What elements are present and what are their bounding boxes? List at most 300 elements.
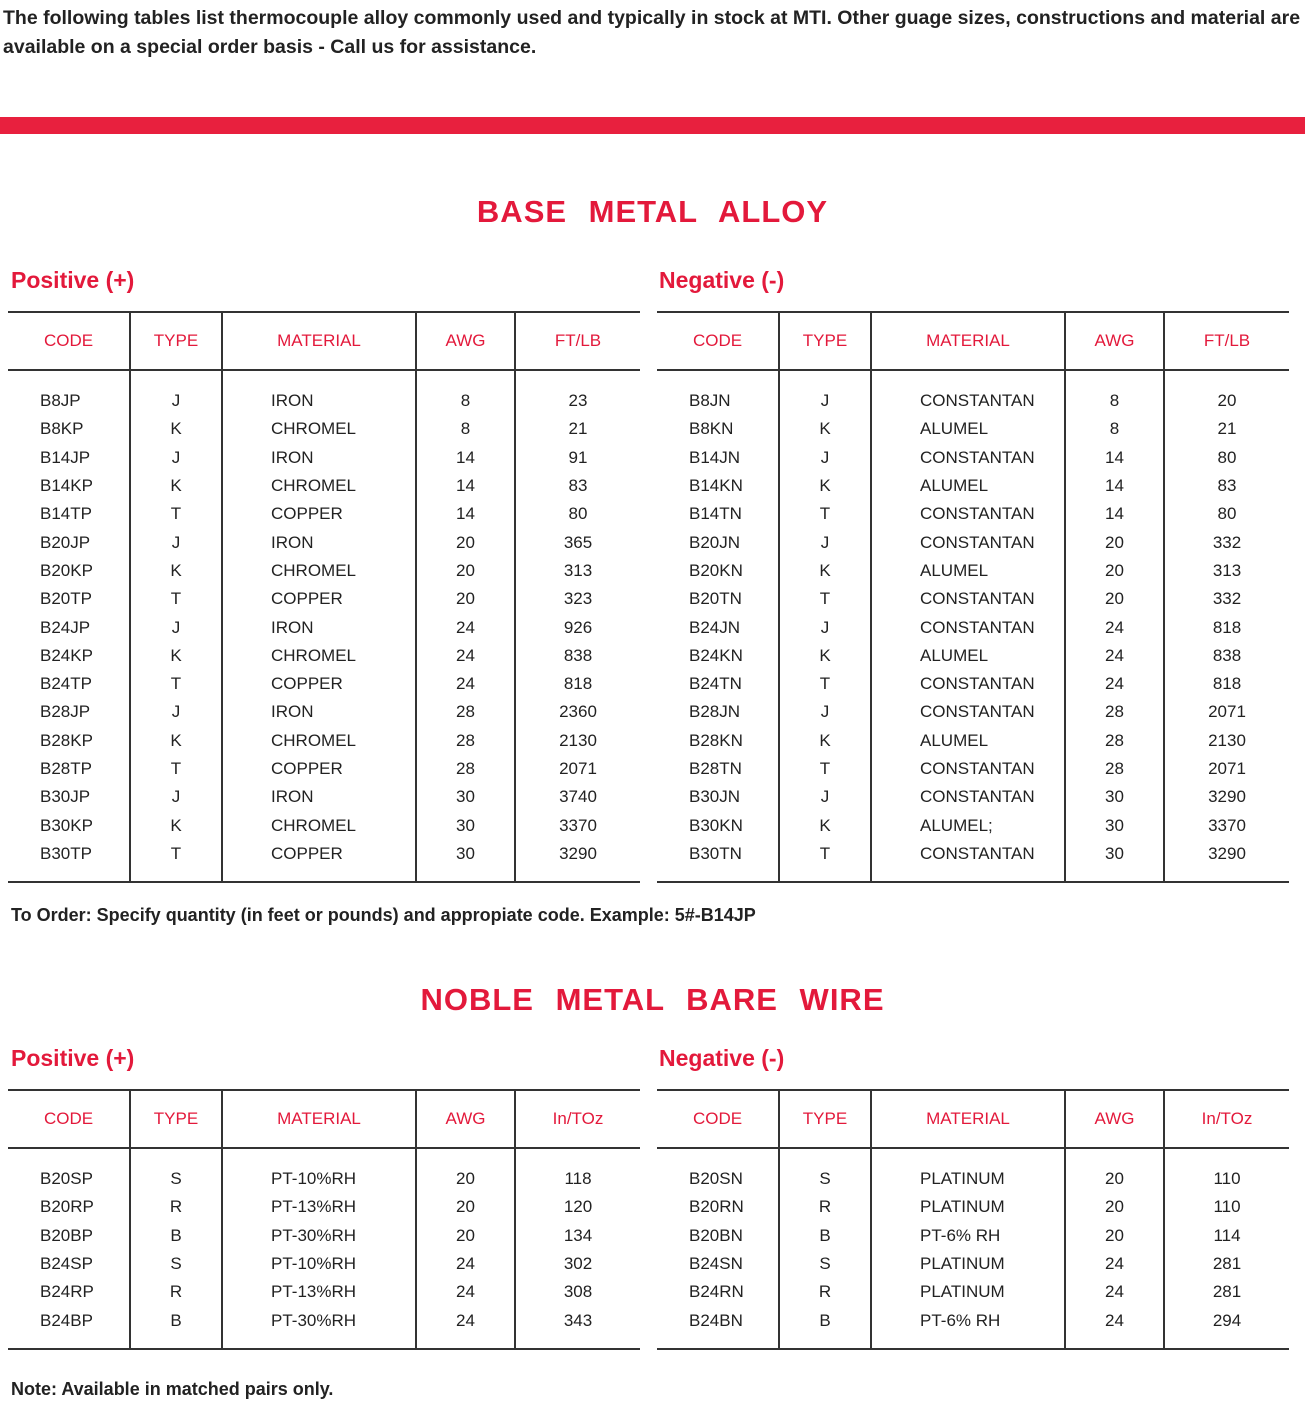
- cell-qty: 343: [515, 1306, 640, 1334]
- cell-code: B20TN: [689, 589, 742, 609]
- cell-awg: 20: [1065, 1222, 1164, 1250]
- cell-code: B30TP: [40, 843, 92, 863]
- table-spacer-row: [8, 370, 640, 387]
- cell-material: IRON: [222, 528, 416, 556]
- cell-qty: 332: [1164, 528, 1289, 556]
- cell-type: T: [130, 755, 222, 783]
- cell-awg: 28: [1065, 727, 1164, 755]
- cell-code: B24KN: [689, 645, 743, 665]
- table-row: [657, 670, 1289, 698]
- cell-code: B20BN: [689, 1225, 743, 1245]
- table-row: [657, 1278, 1289, 1306]
- column-header-code: CODE: [8, 312, 130, 370]
- cell-awg: 8: [1065, 387, 1164, 415]
- spacer-cell: [1164, 370, 1289, 387]
- cell-type: S: [130, 1250, 222, 1278]
- cell-material: PT-30%RH: [222, 1222, 416, 1250]
- cell-code: B14JP: [40, 447, 91, 467]
- cell-awg: 20: [1065, 528, 1164, 556]
- spacer-cell: [416, 1148, 515, 1165]
- cell-material: IRON: [222, 444, 416, 472]
- cell-material: PT-10%RH: [222, 1165, 416, 1193]
- cell-awg: 14: [1065, 472, 1164, 500]
- spacer-cell: [130, 1335, 222, 1349]
- cell-type: T: [130, 585, 222, 613]
- table-row: [8, 1222, 640, 1250]
- cell-code: B24RP: [40, 1282, 94, 1302]
- cell-material: PT-6% RH: [871, 1222, 1065, 1250]
- cell-qty: 818: [515, 670, 640, 698]
- cell-material: PLATINUM: [871, 1278, 1065, 1306]
- spacer-cell: [8, 370, 130, 387]
- cell-type: J: [779, 387, 871, 415]
- cell-awg: 24: [416, 1306, 515, 1334]
- cell-type: K: [779, 557, 871, 585]
- cell-awg: 8: [1065, 415, 1164, 443]
- spacer-cell: [8, 868, 130, 882]
- spacer-cell: [515, 868, 640, 882]
- column-header-type: TYPE: [779, 1090, 871, 1148]
- cell-awg: 28: [1065, 755, 1164, 783]
- cell-material: CHROMEL: [222, 557, 416, 585]
- spacer-cell: [871, 1148, 1065, 1165]
- cell-code: B30JP: [40, 787, 91, 807]
- column-header-code: CODE: [8, 1090, 130, 1148]
- cell-material: PT-13%RH: [222, 1278, 416, 1306]
- column-header-type: TYPE: [779, 312, 871, 370]
- cell-awg: 30: [416, 811, 515, 839]
- cell-code: B20JP: [40, 532, 91, 552]
- table-row: [657, 557, 1289, 585]
- cell-material: PLATINUM: [871, 1193, 1065, 1221]
- cell-material: PT-13%RH: [222, 1193, 416, 1221]
- cell-code: B24BP: [40, 1310, 93, 1330]
- cell-qty: 323: [515, 585, 640, 613]
- cell-code: B20SP: [40, 1169, 93, 1189]
- cell-qty: 20: [1164, 387, 1289, 415]
- cell-type: B: [130, 1222, 222, 1250]
- cell-type: T: [130, 840, 222, 868]
- cell-code: B30KN: [689, 815, 743, 835]
- noble-pairs-note: Note: Available in matched pairs only.: [11, 1379, 334, 1399]
- table-row: [657, 755, 1289, 783]
- table-row: [657, 1165, 1289, 1193]
- cell-material: COPPER: [222, 755, 416, 783]
- cell-material: CHROMEL: [222, 727, 416, 755]
- spacer-cell: [222, 1148, 416, 1165]
- column-header-awg: AWG: [1065, 312, 1164, 370]
- cell-qty: 3290: [515, 840, 640, 868]
- table-row: [657, 698, 1289, 726]
- spacer-cell: [657, 1148, 779, 1165]
- cell-qty: 2360: [515, 698, 640, 726]
- cell-awg: 20: [416, 528, 515, 556]
- cell-code: B20SN: [689, 1169, 743, 1189]
- table-row: [657, 1193, 1289, 1221]
- cell-type: T: [130, 500, 222, 528]
- cell-qty: 926: [515, 613, 640, 641]
- cell-code: B28KN: [689, 730, 743, 750]
- cell-code: B20RP: [40, 1197, 94, 1217]
- table-row: [8, 585, 640, 613]
- table-row: [657, 415, 1289, 443]
- cell-qty: 838: [515, 642, 640, 670]
- cell-type: S: [130, 1165, 222, 1193]
- cell-awg: 30: [416, 840, 515, 868]
- cell-material: CONSTANTAN: [871, 528, 1065, 556]
- cell-material: COPPER: [222, 585, 416, 613]
- column-header-awg: AWG: [416, 312, 515, 370]
- spacer-cell: [416, 370, 515, 387]
- cell-type: T: [779, 585, 871, 613]
- table-row: [657, 1222, 1289, 1250]
- spacer-cell: [657, 868, 779, 882]
- table-header-row: [657, 312, 1289, 370]
- cell-material: IRON: [222, 387, 416, 415]
- cell-code: B14KP: [40, 476, 93, 496]
- table-spacer-row: [657, 868, 1289, 882]
- cell-awg: 20: [1065, 1165, 1164, 1193]
- cell-awg: 20: [1065, 557, 1164, 585]
- cell-type: T: [779, 755, 871, 783]
- table-header-row: [657, 1090, 1289, 1148]
- cell-type: K: [130, 472, 222, 500]
- table-row: [657, 1250, 1289, 1278]
- cell-qty: 3370: [515, 811, 640, 839]
- cell-awg: 24: [416, 1250, 515, 1278]
- table-row: [657, 1306, 1289, 1334]
- noble-positive-table: [8, 1089, 640, 1350]
- cell-code: B24RN: [689, 1282, 744, 1302]
- table-row: [657, 727, 1289, 755]
- cell-code: B20KP: [40, 560, 93, 580]
- spacer-cell: [416, 1335, 515, 1349]
- cell-type: R: [130, 1193, 222, 1221]
- cell-code: B24JP: [40, 617, 91, 637]
- spacer-cell: [1164, 1335, 1289, 1349]
- noble-positive-heading: Positive (+): [11, 1045, 135, 1071]
- cell-material: CONSTANTAN: [871, 444, 1065, 472]
- cell-material: ALUMEL: [871, 727, 1065, 755]
- spacer-cell: [222, 370, 416, 387]
- spacer-cell: [1065, 868, 1164, 882]
- cell-qty: 80: [515, 500, 640, 528]
- cell-awg: 20: [1065, 1193, 1164, 1221]
- cell-material: ALUMEL: [871, 557, 1065, 585]
- cell-code: B14TN: [689, 504, 742, 524]
- cell-material: CHROMEL: [222, 642, 416, 670]
- table-row: [657, 387, 1289, 415]
- cell-qty: 302: [515, 1250, 640, 1278]
- cell-type: K: [130, 642, 222, 670]
- table-spacer-row: [8, 1335, 640, 1349]
- cell-awg: 24: [1065, 1278, 1164, 1306]
- cell-material: COPPER: [222, 670, 416, 698]
- cell-material: ALUMEL;: [871, 811, 1065, 839]
- table-row: [657, 811, 1289, 839]
- column-header-qty: In/TOz: [1164, 1090, 1289, 1148]
- cell-type: K: [779, 811, 871, 839]
- cell-qty: 2130: [1164, 727, 1289, 755]
- cell-awg: 14: [416, 444, 515, 472]
- spacer-cell: [871, 868, 1065, 882]
- table-spacer-row: [657, 370, 1289, 387]
- cell-awg: 24: [416, 1278, 515, 1306]
- cell-awg: 30: [1065, 811, 1164, 839]
- spacer-cell: [222, 1335, 416, 1349]
- cell-qty: 2071: [515, 755, 640, 783]
- cell-awg: 28: [416, 755, 515, 783]
- intro-text: The following tables list thermocouple alloy commonly used and typically in stock at MTI. Other guage sizes, constructions and material are available on a special order basis - Call us for assistance.: [3, 7, 1301, 58]
- cell-awg: 24: [416, 642, 515, 670]
- table-row: [8, 1165, 640, 1193]
- table-row: [657, 840, 1289, 868]
- table-row: [8, 1193, 640, 1221]
- spacer-cell: [515, 1335, 640, 1349]
- cell-material: CHROMEL: [222, 811, 416, 839]
- cell-qty: 118: [515, 1165, 640, 1193]
- cell-awg: 14: [1065, 500, 1164, 528]
- table-spacer-row: [657, 1335, 1289, 1349]
- table-row: [8, 811, 640, 839]
- cell-material: ALUMEL: [871, 472, 1065, 500]
- cell-material: CONSTANTAN: [871, 387, 1065, 415]
- cell-material: COPPER: [222, 500, 416, 528]
- cell-code: B30TN: [689, 843, 742, 863]
- cell-type: R: [130, 1278, 222, 1306]
- table-row: [657, 783, 1289, 811]
- cell-material: CONSTANTAN: [871, 783, 1065, 811]
- cell-code: B24SN: [689, 1254, 743, 1274]
- cell-qty: 110: [1164, 1165, 1289, 1193]
- cell-qty: 110: [1164, 1193, 1289, 1221]
- table-row: [8, 670, 640, 698]
- cell-code: B24JN: [689, 617, 741, 637]
- cell-qty: 3290: [1164, 840, 1289, 868]
- spacer-cell: [515, 370, 640, 387]
- cell-awg: 28: [416, 698, 515, 726]
- table-spacer-row: [8, 868, 640, 882]
- cell-code: B14JN: [689, 447, 741, 467]
- spacer-cell: [130, 868, 222, 882]
- cell-qty: 294: [1164, 1306, 1289, 1334]
- cell-material: COPPER: [222, 840, 416, 868]
- cell-type: T: [779, 500, 871, 528]
- cell-type: J: [779, 783, 871, 811]
- table-row: [8, 613, 640, 641]
- table-header-row: [8, 312, 640, 370]
- cell-type: S: [779, 1250, 871, 1278]
- base-negative-table: [657, 311, 1289, 883]
- cell-awg: 28: [416, 727, 515, 755]
- cell-qty: 21: [515, 415, 640, 443]
- cell-awg: 20: [416, 557, 515, 585]
- spacer-cell: [1065, 1148, 1164, 1165]
- table-row: [8, 727, 640, 755]
- cell-qty: 2071: [1164, 698, 1289, 726]
- cell-awg: 20: [416, 585, 515, 613]
- cell-material: CHROMEL: [222, 472, 416, 500]
- spacer-cell: [1065, 370, 1164, 387]
- spacer-cell: [657, 1335, 779, 1349]
- cell-qty: 2071: [1164, 755, 1289, 783]
- cell-material: ALUMEL: [871, 642, 1065, 670]
- table-row: [8, 500, 640, 528]
- cell-awg: 24: [1065, 642, 1164, 670]
- cell-qty: 120: [515, 1193, 640, 1221]
- cell-code: B20RN: [689, 1197, 744, 1217]
- cell-code: B24TN: [689, 674, 742, 694]
- cell-material: CONSTANTAN: [871, 755, 1065, 783]
- cell-type: R: [779, 1278, 871, 1306]
- cell-qty: 91: [515, 444, 640, 472]
- spacer-cell: [416, 868, 515, 882]
- red-divider-bar: [0, 117, 1305, 134]
- cell-type: B: [130, 1306, 222, 1334]
- cell-type: J: [130, 698, 222, 726]
- cell-awg: 8: [416, 387, 515, 415]
- cell-material: CONSTANTAN: [871, 500, 1065, 528]
- spacer-cell: [657, 370, 779, 387]
- cell-qty: 2130: [515, 727, 640, 755]
- cell-type: K: [130, 811, 222, 839]
- cell-qty: 818: [1164, 613, 1289, 641]
- table-row: [8, 415, 640, 443]
- cell-code: B28JP: [40, 702, 91, 722]
- cell-awg: 30: [1065, 783, 1164, 811]
- table-row: [8, 755, 640, 783]
- table-row: [8, 387, 640, 415]
- noble-section-title: NOBLE METAL BARE WIRE: [420, 982, 885, 1017]
- table-header-row: [8, 1090, 640, 1148]
- cell-code: B24TP: [40, 674, 92, 694]
- cell-type: J: [130, 444, 222, 472]
- cell-code: B24BN: [689, 1310, 743, 1330]
- cell-qty: 80: [1164, 444, 1289, 472]
- base-negative-heading: Negative (-): [659, 267, 785, 293]
- cell-type: J: [779, 528, 871, 556]
- table-spacer-row: [657, 1148, 1289, 1165]
- cell-material: IRON: [222, 783, 416, 811]
- cell-qty: 83: [515, 472, 640, 500]
- cell-awg: 24: [416, 670, 515, 698]
- spacer-cell: [222, 868, 416, 882]
- cell-code: B24KP: [40, 645, 93, 665]
- cell-material: CONSTANTAN: [871, 670, 1065, 698]
- cell-awg: 24: [1065, 670, 1164, 698]
- cell-qty: 313: [1164, 557, 1289, 585]
- column-header-qty: In/TOz: [515, 1090, 640, 1148]
- cell-material: CONSTANTAN: [871, 840, 1065, 868]
- cell-qty: 134: [515, 1222, 640, 1250]
- cell-code: B20BP: [40, 1225, 93, 1245]
- spacer-cell: [515, 1148, 640, 1165]
- cell-qty: 313: [515, 557, 640, 585]
- table-row: [8, 1278, 640, 1306]
- cell-code: B20KN: [689, 560, 743, 580]
- cell-type: J: [130, 613, 222, 641]
- column-header-awg: AWG: [1065, 1090, 1164, 1148]
- cell-material: CHROMEL: [222, 415, 416, 443]
- table-row: [657, 528, 1289, 556]
- column-header-code: CODE: [657, 312, 779, 370]
- cell-qty: 3740: [515, 783, 640, 811]
- cell-material: PT-6% RH: [871, 1306, 1065, 1334]
- cell-type: J: [130, 528, 222, 556]
- cell-material: IRON: [222, 698, 416, 726]
- cell-type: T: [130, 670, 222, 698]
- cell-type: R: [779, 1193, 871, 1221]
- cell-type: T: [779, 840, 871, 868]
- cell-awg: 24: [416, 613, 515, 641]
- cell-type: J: [779, 444, 871, 472]
- cell-code: B30JN: [689, 787, 741, 807]
- column-header-type: TYPE: [130, 1090, 222, 1148]
- cell-awg: 24: [1065, 1306, 1164, 1334]
- cell-type: B: [779, 1222, 871, 1250]
- table-row: [657, 642, 1289, 670]
- cell-material: ALUMEL: [871, 415, 1065, 443]
- table-row: [8, 1306, 640, 1334]
- cell-type: K: [779, 472, 871, 500]
- cell-code: B24SP: [40, 1254, 93, 1274]
- cell-code: B8JN: [689, 391, 731, 411]
- column-header-type: TYPE: [130, 312, 222, 370]
- cell-type: K: [130, 727, 222, 755]
- spacer-cell: [779, 1148, 871, 1165]
- table-row: [657, 444, 1289, 472]
- spacer-cell: [1065, 1335, 1164, 1349]
- column-header-material: MATERIAL: [871, 1090, 1065, 1148]
- cell-awg: 30: [416, 783, 515, 811]
- spacer-cell: [871, 1335, 1065, 1349]
- cell-awg: 30: [1065, 840, 1164, 868]
- cell-qty: 23: [515, 387, 640, 415]
- cell-type: B: [779, 1306, 871, 1334]
- table-row: [8, 472, 640, 500]
- cell-code: B28TN: [689, 759, 742, 778]
- cell-qty: 3290: [1164, 783, 1289, 811]
- table-row: [8, 642, 640, 670]
- cell-material: CONSTANTAN: [871, 613, 1065, 641]
- cell-awg: 20: [416, 1165, 515, 1193]
- table-row: [8, 528, 640, 556]
- cell-qty: 114: [1164, 1222, 1289, 1250]
- cell-awg: 20: [416, 1222, 515, 1250]
- column-header-awg: AWG: [416, 1090, 515, 1148]
- cell-qty: 818: [1164, 670, 1289, 698]
- spacer-cell: [8, 1148, 130, 1165]
- cell-qty: 21: [1164, 415, 1289, 443]
- cell-code: B8KP: [40, 419, 84, 439]
- cell-qty: 3370: [1164, 811, 1289, 839]
- noble-negative-table: [657, 1089, 1289, 1350]
- cell-type: K: [779, 727, 871, 755]
- cell-awg: 24: [1065, 1250, 1164, 1278]
- cell-awg: 20: [416, 1193, 515, 1221]
- column-header-qty: FT/LB: [1164, 312, 1289, 370]
- spacer-cell: [1164, 1148, 1289, 1165]
- cell-awg: 24: [1065, 613, 1164, 641]
- cell-material: PT-30%RH: [222, 1306, 416, 1334]
- cell-qty: 365: [515, 528, 640, 556]
- cell-qty: 281: [1164, 1250, 1289, 1278]
- cell-type: J: [130, 783, 222, 811]
- table-row: [657, 613, 1289, 641]
- cell-type: K: [130, 415, 222, 443]
- cell-code: B28TP: [40, 759, 92, 778]
- spacer-cell: [130, 370, 222, 387]
